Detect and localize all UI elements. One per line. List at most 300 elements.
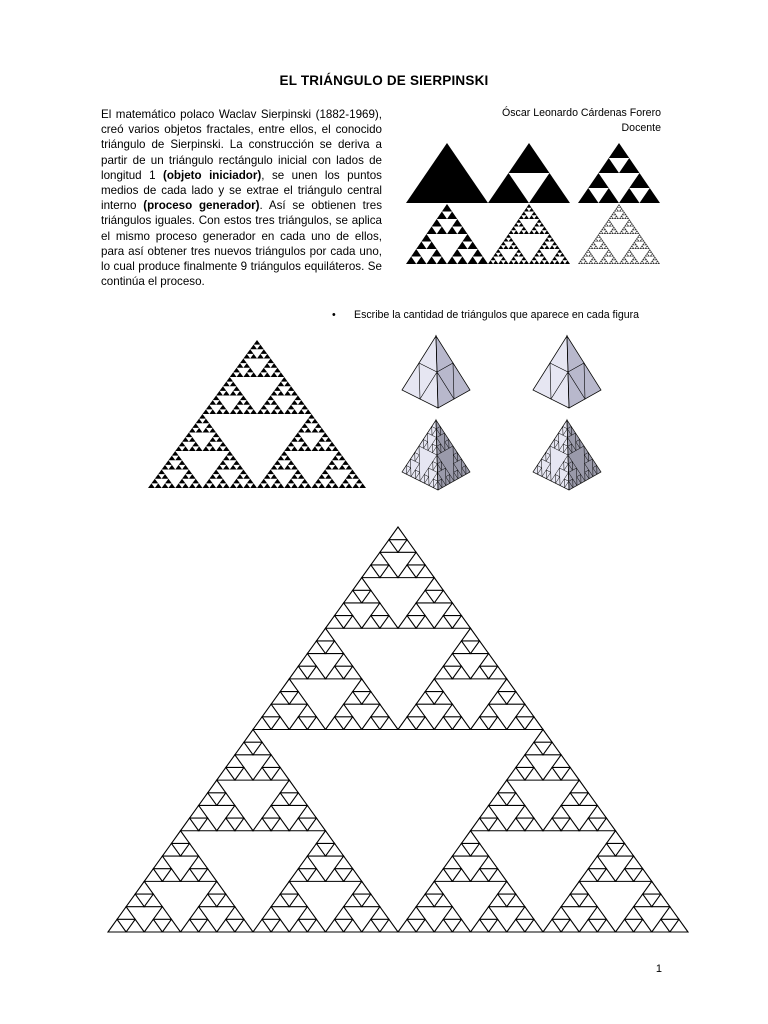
medium-sierpinski-triangle xyxy=(329,442,336,447)
iteration-figure-6 xyxy=(610,230,613,232)
iteration-figure-3 xyxy=(599,158,620,173)
medium-sierpinski-triangle xyxy=(271,409,278,414)
intro-bold-generator: (proceso generador) xyxy=(143,199,260,213)
iteration-figure-6 xyxy=(610,253,613,255)
medium-sierpinski-triangle xyxy=(247,368,254,373)
pyramid-3-pattern xyxy=(437,455,441,464)
large-sierpinski-triangle xyxy=(616,919,634,932)
large-sierpinski-triangle xyxy=(525,818,543,831)
large-sierpinski-triangle xyxy=(226,805,244,818)
iteration-figure-6 xyxy=(619,210,622,212)
iteration-figure-6 xyxy=(632,232,635,234)
large-sierpinski-triangle xyxy=(588,805,606,818)
iteration-figure-6 xyxy=(601,258,604,260)
pyramid-3-pattern xyxy=(432,438,437,447)
large-sierpinski-triangle xyxy=(616,869,634,882)
iteration-figure-6 xyxy=(636,238,639,240)
iteration-figure-6 xyxy=(643,242,646,244)
iteration-figure-6 xyxy=(591,247,594,249)
medium-sierpinski-triangle xyxy=(291,474,298,479)
medium-sierpinski-triangle xyxy=(264,474,271,479)
medium-sierpinski-triangle xyxy=(243,363,250,368)
large-sierpinski-triangle xyxy=(235,919,253,932)
medium-sierpinski-triangle xyxy=(220,479,227,484)
medium-sierpinski-triangle xyxy=(339,483,346,488)
iteration-figure-5 xyxy=(509,238,514,242)
iteration-figure-6 xyxy=(627,217,630,219)
pyramid-4-pattern xyxy=(593,459,597,468)
iteration-figure-6 xyxy=(650,262,653,264)
iteration-figure-4 xyxy=(478,257,488,265)
medium-sierpinski-triangle xyxy=(271,400,278,405)
large-sierpinski-triangle xyxy=(307,641,325,654)
large-sierpinski-triangle xyxy=(253,767,271,780)
large-sierpinski-triangle xyxy=(153,856,171,869)
pyramid-3-pattern xyxy=(438,481,442,490)
iteration-figure-6 xyxy=(588,262,591,264)
large-sierpinski-triangle xyxy=(625,907,643,920)
large-sierpinski-triangle xyxy=(443,654,461,667)
medium-sierpinski-triangle xyxy=(250,409,257,414)
iteration-figure-4 xyxy=(427,227,437,235)
iteration-figure-4 xyxy=(447,212,457,220)
intro-text-3: . Así se obtienen tres triángulos iguales. Con estos tres triángulos, se aplica el mismo proceso generador en cada uno de ellos, para así obtener tres nuevos triángulos por cada uno, lo cual produce finalmente 9 triángulos equiláteros. Se continúa el proceso. xyxy=(101,199,383,289)
iteration-figure-6 xyxy=(614,210,617,212)
iteration-figure-6 xyxy=(601,243,604,245)
medium-sierpinski-triangle xyxy=(281,377,288,382)
pyramid-4-pattern xyxy=(563,420,568,429)
iteration-figure-6 xyxy=(610,260,613,262)
large-sierpinski-triangle xyxy=(489,717,507,730)
medium-sierpinski-triangle xyxy=(305,428,312,433)
medium-sierpinski-triangle xyxy=(298,400,305,405)
medium-sierpinski-triangle xyxy=(356,479,363,484)
iteration-figure-6 xyxy=(615,260,618,262)
medium-sierpinski-triangle xyxy=(168,456,175,461)
large-sierpinski-triangle xyxy=(289,793,307,806)
iteration-figure-6 xyxy=(609,232,612,234)
medium-sierpinski-triangle xyxy=(247,479,254,484)
medium-sierpinski-triangle xyxy=(315,479,322,484)
iteration-figure-6 xyxy=(601,232,604,234)
medium-sierpinski-triangle xyxy=(223,446,230,451)
medium-sierpinski-triangle xyxy=(243,474,250,479)
iteration-figure-6 xyxy=(593,258,596,260)
large-sierpinski-triangle xyxy=(190,805,208,818)
large-sierpinski-triangle xyxy=(652,919,670,932)
medium-sierpinski-triangle xyxy=(226,451,233,456)
iteration-figure-6 xyxy=(605,253,608,255)
large-sierpinski-triangle xyxy=(434,894,452,907)
large-sierpinski-triangle xyxy=(570,780,588,793)
iteration-figure-6 xyxy=(645,262,648,264)
iteration-figure-6 xyxy=(627,221,630,223)
medium-sierpinski-triangle xyxy=(264,409,271,414)
pyramid-4-pattern xyxy=(537,459,542,468)
medium-sierpinski-triangle xyxy=(223,391,230,396)
iteration-figure-5 xyxy=(501,257,506,261)
medium-sierpinski-triangle xyxy=(243,372,250,377)
iteration-figure-5 xyxy=(521,212,526,216)
iteration-figure-6 xyxy=(638,234,641,236)
large-sierpinski-triangle xyxy=(344,869,362,882)
iteration-figure-5 xyxy=(509,230,514,234)
medium-sierpinski-triangle xyxy=(213,433,220,438)
medium-sierpinski-triangle xyxy=(305,446,312,451)
medium-sierpinski-triangle xyxy=(271,363,278,368)
iteration-figure-5 xyxy=(539,260,544,264)
large-sierpinski-triangle xyxy=(326,641,344,654)
iteration-figure-5 xyxy=(534,260,539,264)
medium-sierpinski-triangle xyxy=(260,349,267,354)
iteration-figure-6 xyxy=(609,255,612,257)
iteration-figure-6 xyxy=(623,257,626,259)
medium-sierpinski-triangle xyxy=(196,428,203,433)
large-sierpinski-triangle xyxy=(307,869,325,882)
iteration-figure-6 xyxy=(599,236,602,238)
iteration-figure-6 xyxy=(601,247,604,249)
pyramid-4-pattern xyxy=(589,470,593,479)
iteration-figure-6 xyxy=(645,258,648,260)
iteration-figure-6 xyxy=(616,232,619,234)
medium-sierpinski-triangle xyxy=(301,423,308,428)
iteration-figure-6 xyxy=(595,238,598,240)
iteration-figure-6 xyxy=(628,249,631,251)
iteration-figure-6 xyxy=(614,262,617,264)
medium-sierpinski-triangle xyxy=(196,446,203,451)
large-sierpinski-triangle xyxy=(280,881,298,894)
pyramid-4-pattern xyxy=(565,481,570,490)
iteration-figure-6 xyxy=(622,258,625,260)
large-sierpinski-triangle xyxy=(271,767,289,780)
large-sierpinski-triangle xyxy=(326,919,344,932)
large-sierpinski-triangle xyxy=(335,907,353,920)
medium-sierpinski-triangle xyxy=(206,442,213,447)
pyramid-4-pattern xyxy=(568,464,572,473)
large-sierpinski-triangle xyxy=(344,666,362,679)
medium-sierpinski-triangle xyxy=(203,483,210,488)
medium-sierpinski-triangle xyxy=(185,470,192,475)
medium-sierpinski-triangle xyxy=(257,409,264,414)
pyramid-4-face-left xyxy=(533,420,569,490)
pyramid-3-pattern xyxy=(466,466,470,475)
iteration-figure-3 xyxy=(619,188,640,203)
iteration-figure-4 xyxy=(473,249,483,257)
medium-sierpinski-triangle xyxy=(165,479,172,484)
large-sierpinski-triangle xyxy=(298,654,316,667)
medium-sierpinski-triangle xyxy=(247,405,254,410)
iteration-figure-6 xyxy=(647,255,650,257)
large-sierpinski-triangle xyxy=(316,831,334,844)
iteration-figure-6 xyxy=(636,245,639,247)
iteration-figure-6 xyxy=(624,262,627,264)
large-sierpinski-triangle xyxy=(570,881,588,894)
iteration-figure-5 xyxy=(509,245,514,249)
large-sierpinski-triangle xyxy=(452,616,470,629)
pyramid-4-pattern xyxy=(547,472,552,481)
iteration-figure-6 xyxy=(596,236,599,238)
large-sierpinski-triangle xyxy=(307,818,325,831)
pyramid-4-pattern xyxy=(555,442,560,451)
iteration-figure-6 xyxy=(643,257,646,259)
pyramid-4-pattern xyxy=(538,468,543,477)
iteration-figure-6 xyxy=(657,262,660,264)
intro-text-2: , se unen los puntos medios de cada lado y se extrae el triángulo central interno xyxy=(101,168,382,213)
iteration-figure-6 xyxy=(592,257,595,259)
pyramid-1-pattern xyxy=(419,336,437,372)
medium-sierpinski-triangle xyxy=(298,474,305,479)
medium-sierpinski-triangle xyxy=(182,465,189,470)
intro-paragraph xyxy=(101,107,382,289)
large-sierpinski-triangle xyxy=(471,717,489,730)
iteration-figure-6 xyxy=(629,225,632,227)
large-sierpinski-triangle xyxy=(289,818,307,831)
iteration-figure-6 xyxy=(640,240,643,242)
pyramid-4-pattern xyxy=(577,468,581,477)
iteration-figure-6 xyxy=(615,215,618,217)
iteration-figure-6 xyxy=(597,234,600,236)
large-sierpinski-triangle xyxy=(126,919,144,932)
iteration-figure-6 xyxy=(587,249,590,251)
large-sierpinski-triangle xyxy=(298,805,316,818)
medium-sierpinski-triangle xyxy=(264,400,271,405)
large-sierpinski-triangle xyxy=(416,894,434,907)
medium-sierpinski-triangle xyxy=(284,409,291,414)
large-sierpinski-triangle xyxy=(452,869,470,882)
large-sierpinski-triangle xyxy=(226,907,244,920)
iteration-figure-6 xyxy=(591,258,594,260)
iteration-figure-5 xyxy=(529,215,534,219)
medium-sierpinski-triangle xyxy=(325,446,332,451)
medium-sierpinski-triangle xyxy=(277,382,284,387)
medium-sierpinski-triangle xyxy=(148,483,155,488)
large-sierpinski-triangle xyxy=(307,843,325,856)
medium-sierpinski-triangle xyxy=(175,446,182,451)
iteration-figure-6 xyxy=(604,258,607,260)
large-sierpinski-triangle xyxy=(489,818,507,831)
iteration-figure-6 xyxy=(646,245,649,247)
pyramid-4-pattern xyxy=(593,468,597,477)
medium-sierpinski-triangle xyxy=(325,465,332,470)
pyramid-1-pattern xyxy=(420,372,438,408)
large-sierpinski-triangle xyxy=(226,755,244,768)
iteration-figure-5 xyxy=(498,245,503,249)
iteration-figure-6 xyxy=(634,258,637,260)
large-sierpinski-triangle xyxy=(480,805,498,818)
pyramid-4-pattern xyxy=(580,440,584,449)
iteration-figure-6 xyxy=(625,223,628,225)
pyramid-3-pattern xyxy=(441,462,445,471)
iteration-figure-6 xyxy=(613,257,616,259)
iteration-figure-4 xyxy=(452,219,462,227)
large-sierpinski-triangle xyxy=(262,755,280,768)
iteration-figure-3 xyxy=(629,173,650,188)
medium-sierpinski-triangle xyxy=(216,465,223,470)
iteration-figure-6 xyxy=(600,238,603,240)
iteration-figure-6 xyxy=(596,262,599,264)
iteration-figure-6 xyxy=(620,208,623,210)
medium-sierpinski-triangle xyxy=(271,372,278,377)
iteration-figure-6 xyxy=(611,255,614,257)
pyramid-1-face-left xyxy=(402,336,438,408)
medium-sierpinski-triangle xyxy=(203,419,210,424)
iteration-figure-6 xyxy=(586,262,589,264)
medium-sierpinski-triangle xyxy=(318,437,325,442)
iteration-figure-6 xyxy=(595,245,598,247)
iteration-figure-6 xyxy=(591,243,594,245)
iteration-figure-5 xyxy=(514,230,519,234)
iteration-figure-6 xyxy=(632,262,635,264)
pyramid-4-face-right xyxy=(567,420,601,490)
iteration-figure-5 xyxy=(550,260,555,264)
medium-sierpinski-triangle xyxy=(182,437,189,442)
large-sierpinski-triangle xyxy=(407,552,425,565)
iteration-figure-6 xyxy=(590,253,593,255)
medium-sierpinski-triangle xyxy=(325,483,332,488)
pyramid-3-pattern xyxy=(406,459,411,468)
medium-sierpinski-triangle xyxy=(284,446,291,451)
iteration-figure-5 xyxy=(524,215,529,219)
iteration-figure-6 xyxy=(629,247,632,249)
medium-sierpinski-triangle xyxy=(206,479,213,484)
large-sierpinski-triangle xyxy=(380,540,398,553)
medium-sierpinski-triangle xyxy=(260,368,267,373)
large-sierpinski-triangle xyxy=(588,856,606,869)
medium-sierpinski-triangle xyxy=(305,419,312,424)
medium-sierpinski-triangle xyxy=(223,465,230,470)
large-sierpinski-triangle xyxy=(108,919,126,932)
large-sierpinski-triangle xyxy=(362,590,380,603)
large-sierpinski-triangle xyxy=(480,704,498,717)
medium-sierpinski-triangle xyxy=(209,428,216,433)
medium-sierpinski-triangle xyxy=(220,442,227,447)
large-sierpinski-triangle xyxy=(181,818,199,831)
iteration-figure-6 xyxy=(645,255,648,257)
medium-sierpinski-triangle xyxy=(243,354,250,359)
iteration-figure-5 xyxy=(509,260,514,264)
medium-sierpinski-triangle xyxy=(199,414,206,419)
iteration-figure-6 xyxy=(609,221,612,223)
large-sierpinski-triangle xyxy=(362,616,380,629)
pyramid-3-pattern xyxy=(450,475,454,484)
pyramid-1-pattern xyxy=(402,363,420,399)
large-sierpinski-triangle xyxy=(588,907,606,920)
iteration-figure-6 xyxy=(593,247,596,249)
pyramid-3-pattern xyxy=(449,440,453,449)
iteration-figure-5 xyxy=(552,242,557,246)
medium-sierpinski-triangle xyxy=(216,400,223,405)
large-sierpinski-triangle xyxy=(316,628,334,641)
medium-sierpinski-triangle xyxy=(298,428,305,433)
large-sierpinski-triangle xyxy=(289,666,307,679)
iteration-figure-6 xyxy=(629,221,632,223)
medium-sierpinski-triangle xyxy=(216,446,223,451)
medium-sierpinski-triangle xyxy=(168,465,175,470)
large-sierpinski-triangle xyxy=(380,919,398,932)
medium-sierpinski-triangle xyxy=(294,470,301,475)
pyramid-3-pattern xyxy=(415,455,420,464)
large-sierpinski-triangle xyxy=(407,704,425,717)
iteration-figure-6 xyxy=(604,247,607,249)
iteration-figure-5 xyxy=(555,245,560,249)
large-sierpinski-triangle xyxy=(498,679,516,692)
iteration-figure-6 xyxy=(583,258,586,260)
author-name: Óscar Leonardo Cárdenas Forero xyxy=(502,107,661,119)
iteration-figure-6 xyxy=(615,208,618,210)
iteration-figure-5 xyxy=(544,230,549,234)
iteration-figure-6 xyxy=(613,212,616,214)
large-sierpinski-triangle xyxy=(326,616,344,629)
iteration-figure-5 xyxy=(519,260,524,264)
iteration-figure-6 xyxy=(634,262,637,264)
large-sierpinski-triangle xyxy=(507,692,525,705)
large-sierpinski-triangle xyxy=(262,805,280,818)
pyramid-3-pattern xyxy=(446,468,450,477)
iteration-figure-5 xyxy=(503,245,508,249)
medium-sierpinski-triangle xyxy=(264,483,271,488)
pyramid-3-pattern xyxy=(402,466,407,475)
iteration-figure-5 xyxy=(560,253,565,257)
medium-sierpinski-triangle xyxy=(291,465,298,470)
large-sierpinski-triangle xyxy=(498,780,516,793)
iteration-figure-6 xyxy=(642,240,645,242)
large-sierpinski-triangle xyxy=(416,692,434,705)
iteration-figure-6 xyxy=(591,255,594,257)
large-sierpinski-triangle xyxy=(217,767,235,780)
large-sierpinski-triangle xyxy=(344,894,362,907)
iteration-figure-6 xyxy=(600,230,603,232)
iteration-figure-5 xyxy=(516,219,521,223)
pyramid-4-pattern xyxy=(584,455,588,464)
large-sierpinski-triangle xyxy=(471,641,489,654)
medium-sierpinski-triangle xyxy=(332,465,339,470)
pyramid-3-pattern xyxy=(437,446,441,455)
iteration-figure-5 xyxy=(557,249,562,253)
iteration-figure-5 xyxy=(498,260,503,264)
iteration-figure-2 xyxy=(488,173,529,203)
medium-sierpinski-triangle xyxy=(352,483,359,488)
iteration-figure-6 xyxy=(633,227,636,229)
iteration-figure-6 xyxy=(616,217,619,219)
iteration-figure-6 xyxy=(637,236,640,238)
iteration-figure-6 xyxy=(636,260,639,262)
medium-sierpinski-triangle xyxy=(301,442,308,447)
large-sierpinski-triangle xyxy=(597,843,615,856)
large-sierpinski-triangle xyxy=(208,780,226,793)
large-sierpinski-triangle xyxy=(616,843,634,856)
iteration-figure-5 xyxy=(562,257,567,261)
medium-sierpinski-triangle xyxy=(271,474,278,479)
large-sierpinski-triangle xyxy=(217,818,235,831)
large-sierpinski-triangle xyxy=(597,919,615,932)
medium-sierpinski-triangle xyxy=(230,465,237,470)
iteration-figure-4 xyxy=(447,227,457,235)
iteration-figure-5 xyxy=(550,238,555,242)
medium-sierpinski-triangle xyxy=(288,386,295,391)
iteration-figure-6 xyxy=(599,247,602,249)
pyramid-4-pattern xyxy=(555,468,560,477)
pyramid-2-pattern xyxy=(533,363,551,399)
medium-sierpinski-triangle xyxy=(192,479,199,484)
medium-sierpinski-triangle xyxy=(342,479,349,484)
large-sierpinski-triangle xyxy=(471,919,489,932)
iteration-figure-6 xyxy=(625,253,628,255)
pyramid-4-pattern xyxy=(568,455,572,464)
instruction-text: Escribe la cantidad de triángulos que aparece en cada figura xyxy=(354,309,640,321)
medium-sierpinski-triangle xyxy=(175,483,182,488)
large-sierpinski-triangle xyxy=(407,603,425,616)
large-sierpinski-triangle xyxy=(416,717,434,730)
